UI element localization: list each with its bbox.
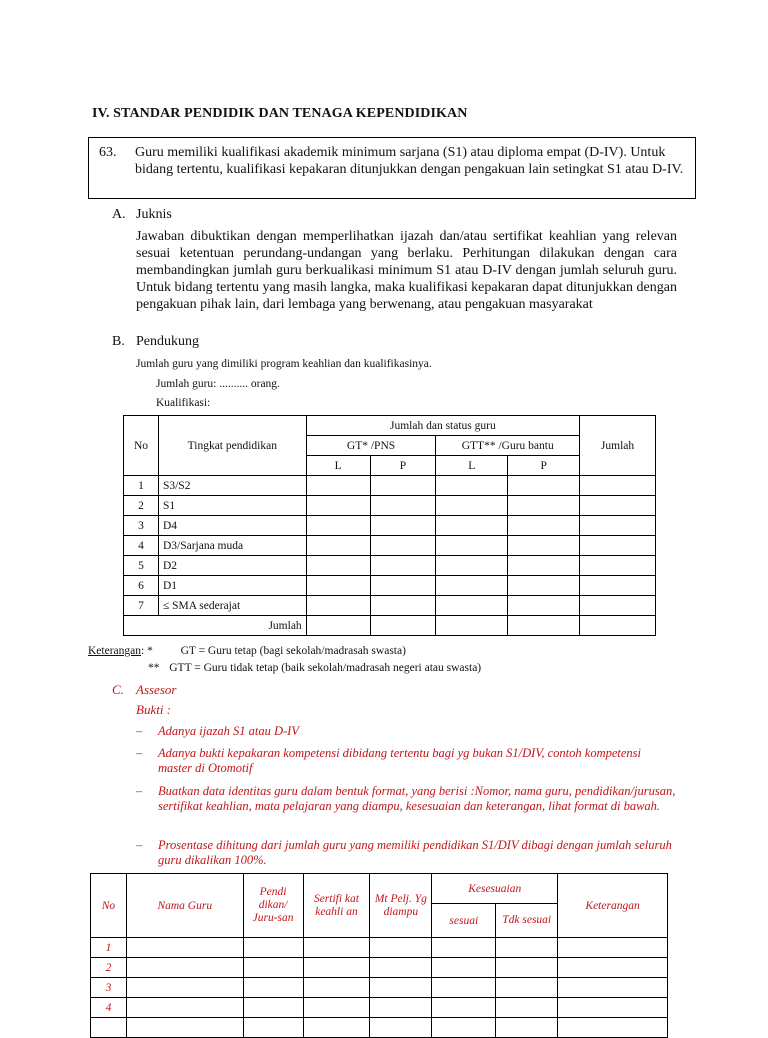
th-gtt-l: L bbox=[436, 456, 508, 476]
table-row bbox=[91, 998, 668, 1018]
th2-sertifikat: Sertifi kat keahli an bbox=[303, 874, 370, 938]
row-no: 2 bbox=[124, 496, 159, 516]
table-footer-jumlah: Jumlah bbox=[124, 616, 307, 636]
row-no: 3 bbox=[124, 516, 159, 536]
th2-tdk-sesuai: Tdk sesuai bbox=[496, 904, 558, 938]
pendukung-title: Pendukung bbox=[136, 334, 199, 349]
row-no: 4 bbox=[124, 536, 159, 556]
juknis-letter: A. bbox=[112, 207, 126, 222]
list-item: – Prosentase dihitung dari jumlah guru yang memiliki pendidikan S1/DIV dibagi dengan jumlah seluruh guru dikalikan 100%. bbox=[136, 838, 672, 867]
row-level: S3/S2 bbox=[158, 476, 306, 496]
keterangan-line1 bbox=[88, 645, 406, 657]
keterangan-gt: GT = Guru tetap (bagi sekolah/madrasah swasta) bbox=[180, 645, 406, 657]
row-level: ≤ SMA sederajat bbox=[158, 596, 306, 616]
keterangan-star1: : * bbox=[141, 645, 153, 657]
table-row bbox=[124, 556, 656, 576]
th-no: No bbox=[124, 416, 159, 476]
row2-no: 3 bbox=[91, 978, 127, 998]
table-row bbox=[124, 536, 656, 556]
list-item: – Buatkan data identitas guru dalam bentuk format, yang berisi :Nomor, nama guru, pendidikan/jurusan, sertifikat keahlian, mata pelajaran yang diampu, kesesuaian dan keterangan, lihat format di bawah. bbox=[136, 784, 676, 813]
table-row bbox=[124, 496, 656, 516]
th-status: Jumlah dan status guru bbox=[306, 416, 579, 436]
table-row bbox=[124, 516, 656, 536]
th-gt-l: L bbox=[306, 456, 370, 476]
list-item: – Adanya ijazah S1 atau D-IV bbox=[136, 724, 299, 738]
th-gt-p: P bbox=[370, 456, 436, 476]
th2-keterangan: Keterangan bbox=[558, 874, 668, 938]
pendukung-intro: Jumlah guru yang dimiliki program keahlian dan kualifikasinya. bbox=[136, 358, 432, 370]
assesor-letter: C. bbox=[112, 682, 124, 697]
keterangan-label: Keterangan bbox=[88, 645, 141, 657]
criteria-box bbox=[88, 137, 696, 199]
assesor-title: Assesor bbox=[136, 682, 177, 697]
table-row bbox=[124, 576, 656, 596]
th2-nama: Nama Guru bbox=[126, 874, 243, 938]
row2-no: 4 bbox=[91, 998, 127, 1018]
row2-no bbox=[91, 1018, 127, 1038]
th2-pendidikan: Pendi dikan/ Juru-san bbox=[243, 874, 303, 938]
keterangan-line2 bbox=[148, 662, 481, 674]
row-no: 6 bbox=[124, 576, 159, 596]
th-gt: GT* /PNS bbox=[306, 436, 436, 456]
kualifikasi-label: Kualifikasi: bbox=[156, 397, 211, 409]
table-row bbox=[124, 476, 656, 496]
th-gtt: GTT** /Guru bantu bbox=[436, 436, 580, 456]
table-row bbox=[91, 1018, 668, 1038]
table-row bbox=[91, 958, 668, 978]
table-row bbox=[91, 938, 668, 958]
th2-kesesuaian: Kesesuaian bbox=[432, 874, 558, 904]
qualification-table bbox=[123, 415, 656, 636]
th-tingkat: Tingkat pendidikan bbox=[158, 416, 306, 476]
row-no: 1 bbox=[124, 476, 159, 496]
assesor-bukti: Bukti : bbox=[136, 702, 172, 717]
row-level: D4 bbox=[158, 516, 306, 536]
th-gtt-p: P bbox=[508, 456, 580, 476]
keterangan-gtt: GTT = Guru tidak tetap (baik sekolah/madrasah negeri atau swasta) bbox=[169, 662, 482, 674]
row2-no: 2 bbox=[91, 958, 127, 978]
row-level: D1 bbox=[158, 576, 306, 596]
th2-no: No bbox=[91, 874, 127, 938]
juknis-text: Jawaban dibuktikan dengan memperlihatkan ijazah dan/atau sertifikat keahlian yang relevan sesuai ketentuan perundang-undangan yang berlaku. Perhitungan dilakukan dengan cara membandingkan jumlah guru berkualikasi minimum S1 atau D-IV dengan jumlah seluruh guru. Untuk bidang tertentu yang masih langka, maka kualifikasi kepakaran dapat ditunjukkan dengan pengakuan pihak lain, dari lembaga yang berwenang, atau pengakuan masyarakat bbox=[136, 229, 677, 312]
juknis-title: Juknis bbox=[136, 207, 172, 222]
teacher-identity-table bbox=[90, 873, 668, 1038]
section-heading: IV. STANDAR PENDIDIK DAN TENAGA KEPENDIDIKAN bbox=[92, 106, 468, 121]
pendukung-letter: B. bbox=[112, 334, 125, 349]
table-row bbox=[91, 978, 668, 998]
jumlah-guru-line: Jumlah guru: .......... orang. bbox=[156, 378, 280, 390]
row-no: 7 bbox=[124, 596, 159, 616]
row-level: D3/Sarjana muda bbox=[158, 536, 306, 556]
th2-mapel: Mt Pelj. Yg diampu bbox=[370, 874, 432, 938]
row2-no: 1 bbox=[91, 938, 127, 958]
criteria-text: Guru memiliki kualifikasi akademik minimum sarjana (S1) atau diploma empat (D-IV). Untuk bidang tertentu, kualifikasi kepakaran ditunjukkan dengan pengakuan lain setingkat S1 atau D-IV. bbox=[135, 145, 684, 177]
table-row bbox=[124, 596, 656, 616]
keterangan-star2: ** bbox=[148, 662, 160, 674]
row-level: D2 bbox=[158, 556, 306, 576]
th2-sesuai: sesuai bbox=[432, 904, 496, 938]
row-level: S1 bbox=[158, 496, 306, 516]
criteria-number: 63. bbox=[99, 145, 117, 160]
row-no: 5 bbox=[124, 556, 159, 576]
th-jumlah: Jumlah bbox=[580, 416, 656, 476]
list-item: – Adanya bukti kepakaran kompetensi dibidang tertentu bagi yg bukan S1/DIV, contoh kompetensi master di Otomotif bbox=[136, 746, 642, 775]
